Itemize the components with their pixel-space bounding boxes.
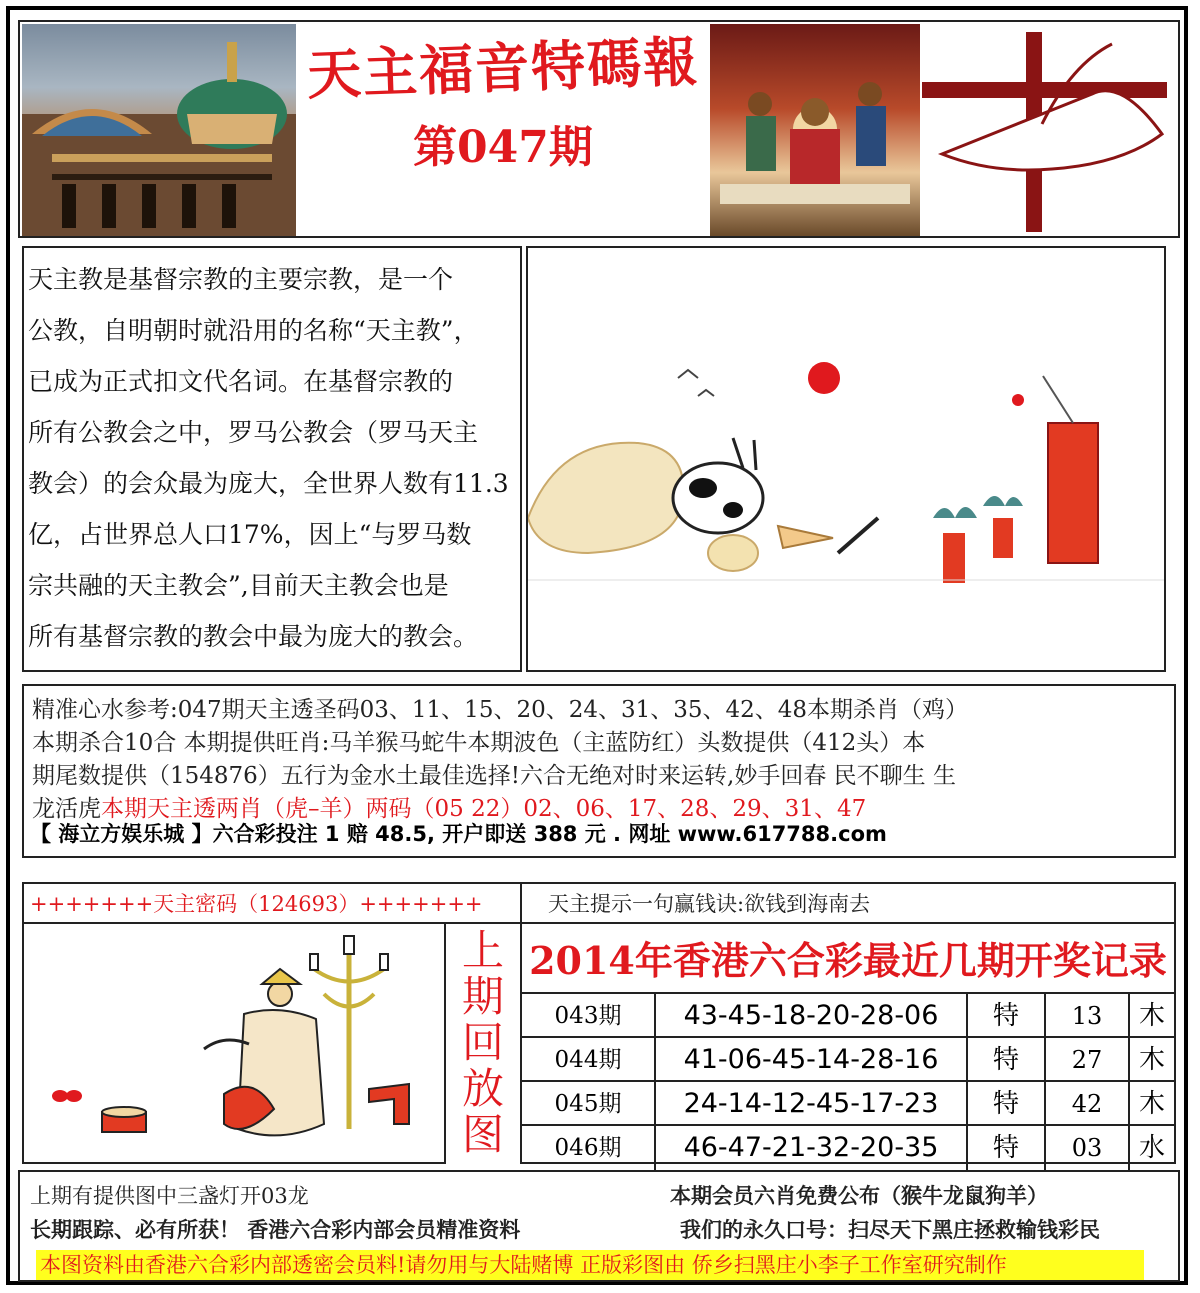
intro-line: 已成为正式扣文代名词。在基督宗教的: [28, 367, 454, 396]
rabbit-riddle-illustration: [528, 248, 1164, 670]
prediction-line: 精准心水参考:047期天主透圣码03、11、15、20、24、31、35、42、48本期杀肖（鸡）: [32, 697, 969, 723]
prediction-text-black: 龙活虎: [32, 796, 101, 822]
records-title: 2014年香港六合彩最近几期开奖记录: [529, 938, 1167, 983]
issue-cell: 044期: [522, 1038, 656, 1082]
prediction-line: 期尾数提供（154876）五行为金水土最佳选择!六合无绝对时来运转,妙手回春 民不聊生 生: [32, 763, 956, 789]
riddle-picture-box: [526, 246, 1166, 672]
special-cell: 42: [1046, 1082, 1130, 1126]
intro-line: 所有公教会之中，罗马公教会（罗马天主: [28, 418, 479, 447]
te-cell: 特: [968, 1038, 1046, 1082]
intro-line: 天主教是基督宗教的主要宗教，是一个: [28, 265, 454, 294]
header-title: [298, 26, 708, 175]
table-row: [522, 1124, 1174, 1164]
prediction-text-red: 本期天主透两肖（虎–羊）两码（05 22）02、06、17、28、29、31、47: [101, 796, 867, 822]
special-cell: 03: [1046, 1126, 1130, 1170]
issue-number: 第047期: [413, 122, 593, 173]
cross-dove-image: [922, 24, 1176, 236]
replay-picture-box: [22, 922, 446, 1164]
special-cell: 13: [1046, 994, 1130, 1038]
cathedral-image: [22, 24, 296, 236]
issue-cell: 046期: [522, 1126, 656, 1170]
element-cell: 水: [1138, 1133, 1165, 1163]
te-cell: 特: [968, 994, 1046, 1038]
te-cell: 特: [968, 1082, 1046, 1126]
numbers-cell: 46-47-21-32-20-35: [656, 1126, 968, 1170]
intro-line: 宗共融的天主教会”,目前天主教会也是: [28, 571, 449, 600]
numbers-cell: 24-14-12-45-17-23: [656, 1082, 968, 1126]
element-cell: 木: [1138, 1045, 1165, 1075]
paper-title: 天主福音特碼報: [306, 29, 701, 107]
table-row: [522, 1080, 1174, 1126]
numbers-cell: 43-45-18-20-28-06: [656, 994, 968, 1038]
element-cell: 木: [1138, 1089, 1165, 1119]
intro-line: 亿，占世界总人口17%，因上“与罗马数: [28, 520, 472, 549]
intro-text: [28, 254, 516, 662]
intro-line: 所有基督宗教的教会中最为庞大的教会。: [28, 622, 479, 651]
special-cell: 27: [1046, 1038, 1130, 1082]
last-supper-image: [710, 24, 920, 236]
replay-char: 放: [461, 1064, 504, 1113]
replay-char: 回: [461, 1018, 504, 1067]
issue-cell: 045期: [522, 1082, 656, 1126]
replay-char: 上: [461, 926, 504, 975]
casino-ad-text: 【 海立方娱乐城 】六合彩投注 1 赔 48.5, 开户即送 388 元 . 网址 www.617788.com: [30, 822, 887, 846]
secret-code-text: +++++++天主密码（124693）+++++++: [30, 892, 483, 916]
replay-char: 期: [461, 972, 504, 1021]
numbers-cell: 41-06-45-14-28-16: [656, 1038, 968, 1082]
prediction-line: 本期杀合10合 本期提供旺肖:马羊猴马蛇牛本期波色（主蓝防红）头数提供（412头）本: [32, 730, 926, 756]
footer-member-zodiac: 本期会员六肖免费公布（猴牛龙鼠狗羊）: [670, 1183, 1048, 1208]
intro-line: 教会）的会众最为庞大，全世界人数有11.3: [28, 469, 509, 498]
footer-lamp-note: 上期有提供图中三盏灯开03龙: [30, 1184, 309, 1208]
replay-char: 图: [461, 1110, 504, 1159]
table-row: [522, 1036, 1174, 1082]
winning-tip-text: 天主提示一句赢钱诀:欲钱到海南去: [548, 892, 871, 916]
footer-tracking-note: 长期跟踪、必有所获！ 香港六合彩内部会员精准资料: [30, 1217, 521, 1242]
replay-label: [446, 928, 520, 1158]
footer-slogan: 我们的永久口号：扫尽天下黑庄拯救输钱彩民: [680, 1217, 1100, 1242]
footer-disclaimer-bar: 本图资料由香港六合彩内部透密会员料!请勿用与大陆赌博 正版彩图由 侨乡扫黑庄小李子工作室研究制作: [36, 1250, 1144, 1280]
prediction-text: [32, 694, 1172, 826]
te-cell: 特: [968, 1126, 1046, 1170]
element-cell: 木: [1138, 1001, 1165, 1031]
intro-line: 公教，自明朝时就沿用的名称“天主教”，: [28, 316, 479, 345]
table-row: [522, 992, 1174, 1038]
lamp-man-illustration: [24, 924, 444, 1162]
issue-cell: 043期: [522, 994, 656, 1038]
